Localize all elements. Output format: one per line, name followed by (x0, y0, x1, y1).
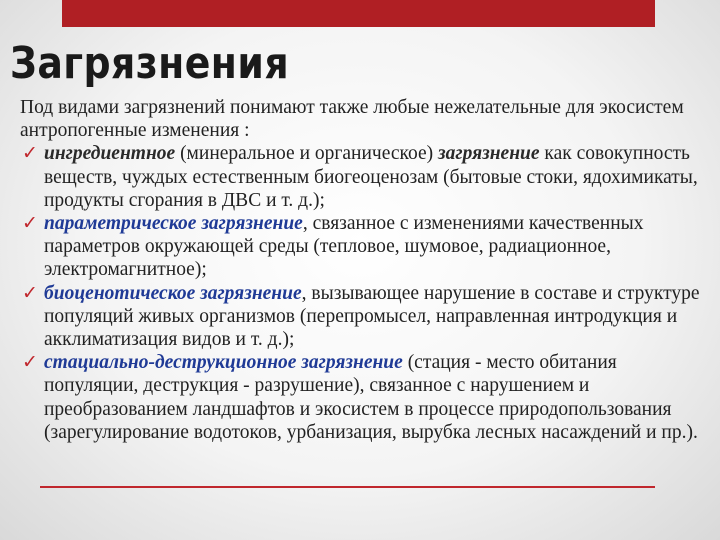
slide-body (20, 96, 710, 444)
item-text: (стация - место обитания популяции, деструкция - разрушение), связанное с нарушением и преобразованием ландшафтов и экосистем в процессе природопользования (зарегулирование водотоков, урбанизация, вырубка лесных насаждений и пр.). (44, 352, 698, 443)
term-pollution: загрязнение (438, 143, 540, 165)
list-item-parametric (20, 212, 710, 282)
item-text: , связанное с изменениями качественных параметров окружающей среды (тепловое, шумовое, радиационное, электромагнитное); (44, 213, 644, 281)
term-stational: стациально-деструкционное загрязнение (44, 352, 403, 374)
checkmark-icon: ✓ (22, 142, 38, 165)
red-underline-decoration (40, 486, 655, 488)
list-item-stational (20, 351, 710, 444)
term-biocenotic: биоценотическое загрязнение (44, 282, 302, 304)
term-ingredient: ингредиентное (44, 143, 176, 165)
item-text: , вызывающее нарушение в составе и структуре популяций живых организмов (перепромысел, направленная интродукция и акклиматизация видов и т. д.); (44, 282, 700, 351)
list-item-biocenotic (20, 282, 710, 352)
slide-title: Загрязнения (10, 38, 290, 89)
term-parametric: параметрическое загрязнение (44, 213, 303, 235)
item-text: как совокупность веществ, чуждых естественным биогеоценозам (бытовые стоки, ядохимикаты, продукты сгорания в ДВС и т. д.); (44, 143, 698, 211)
checkmark-icon: ✓ (22, 212, 38, 235)
checkmark-icon: ✓ (22, 351, 38, 374)
list-item-ingredient (20, 142, 710, 212)
intro-paragraph: Под видами загрязнений понимают также любые нежелательные для экосистем антропогенные изменения : (20, 97, 684, 142)
pollution-types-list (20, 142, 710, 444)
checkmark-icon: ✓ (22, 281, 38, 304)
item-text: (минеральное и органическое) (175, 143, 439, 165)
top-accent-bar (62, 0, 655, 27)
